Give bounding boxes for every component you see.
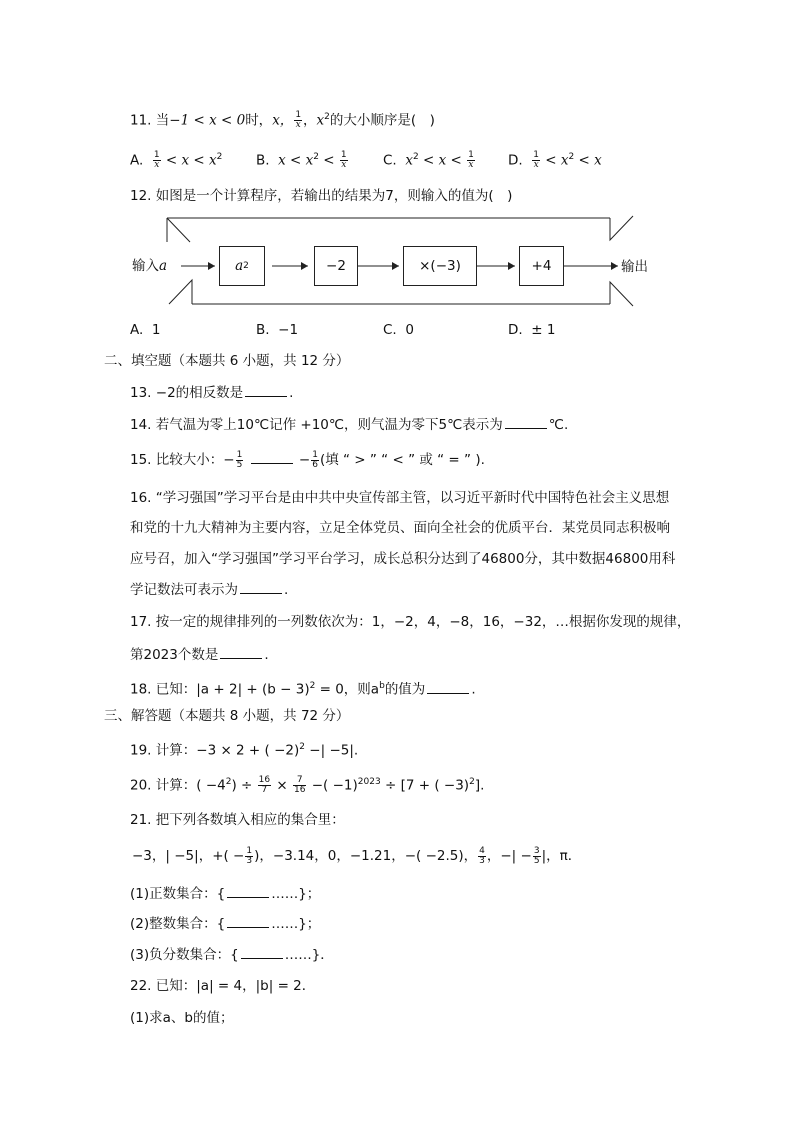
answer-blank[interactable]	[251, 450, 293, 464]
section-3-heading: 三、解答题（本题共 8 小题，共 72 分）	[104, 708, 350, 724]
q11-option-c: C. $x^2 < x$ < $\frac{1}{x}$	[383, 150, 474, 170]
q19: 19. 计算：−3 × 2 + ( −2)$^2$ −| −5|.	[130, 742, 359, 759]
answer-blank[interactable]	[240, 580, 282, 594]
q11-stem: 11. 当−1 < x < 0时，x， $\frac{1}{x}$ ，$x^2$的大小顺序是( )	[130, 110, 435, 130]
q11-option-b: B. $x < x^2$ < $\frac{1}{x}$	[256, 150, 347, 170]
answer-blank[interactable]	[245, 383, 287, 397]
q14: 14. 若气温为零上10℃记作 +10℃，则气温为零下5℃表示为 ℃.	[130, 417, 569, 433]
q17-line-2: 第2023个数是 .	[130, 647, 269, 663]
q12-option-d: D. ± 1	[508, 322, 556, 338]
answer-blank[interactable]	[427, 680, 469, 694]
fraction-1-over-x: $\frac{1}{x}$	[295, 110, 302, 130]
q21-numbers: −3，| −5|，+( − $\frac{1}{3}$ )，−3.14，0，−1.21，−( −2.5)， $\frac{4}{3}$ ，−| − $\frac{3}{5}$ |，π．	[132, 845, 582, 866]
q12-stem: 12. 如图是一个计算程序，若输出的结果为7，则输入的值为( )	[130, 188, 513, 204]
q12-option-c: C. 0	[383, 322, 414, 338]
q12-option-a: A. 1	[130, 322, 161, 338]
q22-sub1: (1)求a、b的值；	[130, 1010, 234, 1026]
q12-option-b: B. −1	[256, 322, 299, 338]
section-2-heading: 二、填空题（本题共 6 小题，共 12 分）	[104, 353, 350, 369]
q16-line-4: 学记数法可表示为 .	[130, 582, 289, 598]
q20: 20. 计算：( $-4^2$) ÷ $\frac{16}{7}$ × $\frac{7}{16}$ −( −1)$^{2023}$ ÷ [7 + ( −3)$^2$].	[130, 775, 485, 795]
q16-line-3: 应号召，加入“学习强国”学习平台学习，成长总积分达到了46800分，其中数据46800用科	[130, 551, 676, 567]
q17-line-1: 17. 按一定的规律排列的一列数依次为：1，−2，4，−8，16，−32，…根据你发现的规律，	[130, 614, 691, 630]
answer-blank[interactable]	[227, 914, 269, 928]
q21-set-integer: (2)整数集合：{ ……}；	[130, 916, 321, 932]
calc-program-diagram	[125, 212, 645, 312]
q11-option-a: A. $\frac{1}{x}$ < $x < x^2$	[130, 150, 223, 170]
q13: 13. −2的相反数是 .	[130, 385, 294, 401]
diagram-box-square: a 2	[219, 246, 265, 286]
q16-line-1: 16. “学习强国”学习平台是由中共中央宣传部主管，以习近平新时代中国特色社会主义思想	[130, 490, 670, 506]
answer-blank[interactable]	[241, 945, 283, 959]
q16-line-2: 和党的十九大精神为主要内容，立足全体党员、面向全社会的优质平台．某党员同志积极响	[130, 520, 670, 536]
diagram-box-times-neg3: ×(−3)	[403, 246, 477, 286]
q22-title: 22. 已知：|a| = 4，|b| = 2．	[130, 978, 316, 994]
answer-blank[interactable]	[505, 415, 547, 429]
q18: 18. 已知：$|a + 2| + (b - 3)^2 = 0$，则$a^b$的值为 .	[130, 681, 476, 698]
answer-blank[interactable]	[227, 884, 269, 898]
q15: 15. 比较大小：− $\frac{1}{5}$ − $\frac{1}{6}$ (填 “ > ” “ < ” 或 “ = ” ).	[130, 449, 485, 470]
diagram-box-minus2: −2	[314, 246, 358, 286]
answer-blank[interactable]	[220, 645, 262, 659]
diagram-output-label: 输出	[621, 259, 648, 275]
q21-set-positive: (1)正数集合：{ ……}；	[130, 886, 321, 902]
diagram-box-plus4: +4	[519, 246, 564, 286]
q21-title: 21. 把下列各数填入相应的集合里：	[130, 812, 345, 828]
q11-option-d: D. $\frac{1}{x}$ < $x^2 < x$	[508, 150, 602, 170]
q21-set-negative-fraction: (3)负分数集合：{ ……}．	[130, 947, 334, 963]
diagram-input-label: 输入a	[132, 258, 168, 274]
